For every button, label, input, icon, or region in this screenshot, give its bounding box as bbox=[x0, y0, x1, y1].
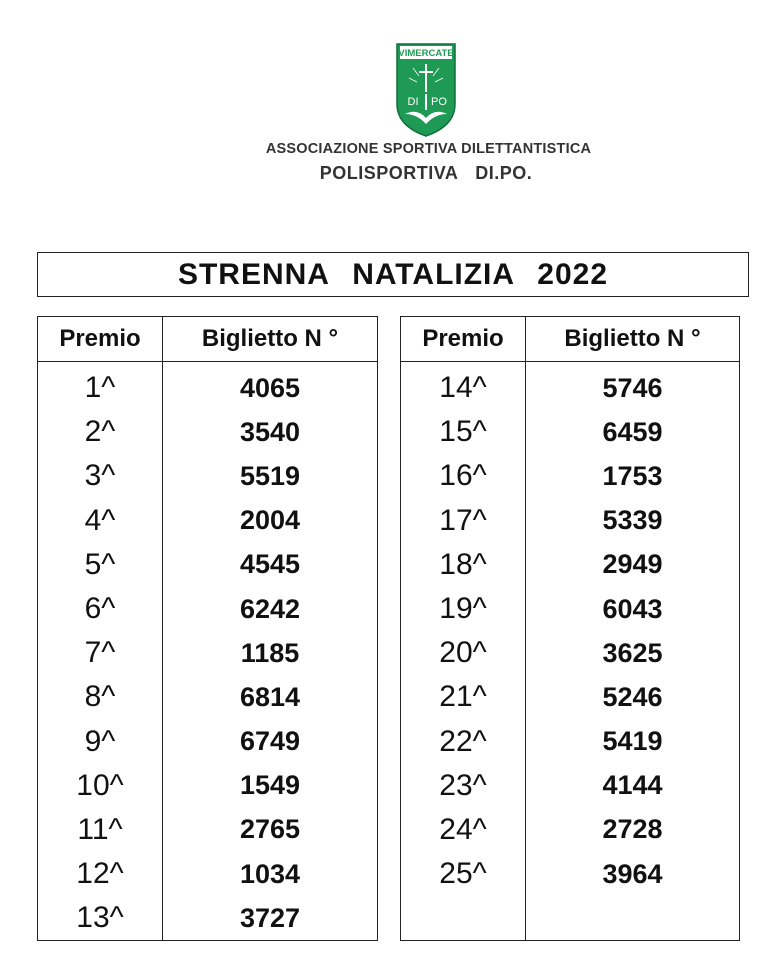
prize-rank: 7^ bbox=[38, 631, 163, 675]
prize-rank: 18^ bbox=[401, 543, 526, 587]
prize-rank: 9^ bbox=[38, 720, 163, 764]
table-row bbox=[38, 720, 378, 764]
ticket-number: 1185 bbox=[163, 631, 378, 675]
table-row bbox=[401, 808, 740, 852]
prize-rank: 21^ bbox=[401, 675, 526, 719]
table-row bbox=[401, 631, 740, 675]
ticket-number: 4144 bbox=[526, 764, 740, 808]
column-header-ticket: Biglietto N ° bbox=[163, 317, 378, 362]
prize-rank: 15^ bbox=[401, 410, 526, 454]
table-row bbox=[401, 543, 740, 587]
table-row bbox=[38, 675, 378, 719]
table-row bbox=[401, 764, 740, 808]
club-logo bbox=[395, 42, 457, 138]
document-title: STRENNA NATALIZIA 2022 bbox=[37, 252, 749, 297]
column-header-ticket: Biglietto N ° bbox=[526, 317, 740, 362]
ticket-number: 2949 bbox=[526, 543, 740, 587]
ticket-number: 2004 bbox=[163, 499, 378, 543]
ticket-number: 6242 bbox=[163, 587, 378, 631]
ticket-number: 1549 bbox=[163, 764, 378, 808]
logo-text-po: PO bbox=[431, 96, 447, 108]
ticket-number: 6749 bbox=[163, 720, 378, 764]
logo-text-di: DI bbox=[407, 96, 419, 108]
ticket-number: 5246 bbox=[526, 675, 740, 719]
prize-rank: 16^ bbox=[401, 454, 526, 498]
ticket-number: 5419 bbox=[526, 720, 740, 764]
prize-rank: 22^ bbox=[401, 720, 526, 764]
prize-rank: 2^ bbox=[38, 410, 163, 454]
table-row bbox=[38, 454, 378, 498]
prize-table-right bbox=[400, 316, 740, 941]
org-line-1: ASSOCIAZIONE SPORTIVA DILETTANTISTICA bbox=[265, 141, 592, 157]
table-row bbox=[38, 764, 378, 808]
ticket-number: 5339 bbox=[526, 499, 740, 543]
logo-text-top: VIMERCATE bbox=[398, 48, 454, 59]
ticket-number: 2728 bbox=[526, 808, 740, 852]
ticket-number: 3727 bbox=[163, 896, 378, 941]
prize-rank: 23^ bbox=[401, 764, 526, 808]
table-row bbox=[38, 410, 378, 454]
table-row bbox=[38, 587, 378, 631]
prize-rank: 1^ bbox=[38, 366, 163, 410]
prize-rank: 3^ bbox=[38, 454, 163, 498]
table-row bbox=[401, 410, 740, 454]
table-row bbox=[38, 543, 378, 587]
prize-rank: 13^ bbox=[38, 896, 163, 941]
ticket-number: 5519 bbox=[163, 454, 378, 498]
column-header-prize: Premio bbox=[38, 317, 163, 362]
table-row bbox=[401, 366, 740, 410]
prize-rank: 14^ bbox=[401, 366, 526, 410]
table-row bbox=[401, 720, 740, 764]
ticket-number: 6814 bbox=[163, 675, 378, 719]
org-line-2: POLISPORTIVA DI.PO. bbox=[319, 163, 533, 183]
table-row bbox=[401, 499, 740, 543]
ticket-number: 1034 bbox=[163, 852, 378, 896]
ticket-number: 1753 bbox=[526, 454, 740, 498]
table-row bbox=[38, 896, 378, 941]
prize-rank: 17^ bbox=[401, 499, 526, 543]
prize-rank: 5^ bbox=[38, 543, 163, 587]
ticket-number: 4545 bbox=[163, 543, 378, 587]
prize-rank: 24^ bbox=[401, 808, 526, 852]
ticket-number: 5746 bbox=[526, 366, 740, 410]
prize-rank: 6^ bbox=[38, 587, 163, 631]
prize-rank: 11^ bbox=[38, 808, 163, 852]
ticket-number bbox=[526, 896, 740, 941]
prize-rank: 8^ bbox=[38, 675, 163, 719]
column-header-prize: Premio bbox=[401, 317, 526, 362]
prize-table-left bbox=[37, 316, 378, 941]
prize-rank: 19^ bbox=[401, 587, 526, 631]
prize-rank: 4^ bbox=[38, 499, 163, 543]
prize-rank: 12^ bbox=[38, 852, 163, 896]
ticket-number: 3964 bbox=[526, 852, 740, 896]
ticket-number: 4065 bbox=[163, 366, 378, 410]
table-row bbox=[401, 896, 740, 941]
ticket-number: 3625 bbox=[526, 631, 740, 675]
table-row bbox=[401, 454, 740, 498]
prize-rank: 25^ bbox=[401, 852, 526, 896]
ticket-number: 3540 bbox=[163, 410, 378, 454]
table-row bbox=[38, 499, 378, 543]
prize-rank: 10^ bbox=[38, 764, 163, 808]
table-row bbox=[38, 366, 378, 410]
ticket-number: 6459 bbox=[526, 410, 740, 454]
table-row bbox=[401, 675, 740, 719]
ticket-number: 2765 bbox=[163, 808, 378, 852]
ticket-number: 6043 bbox=[526, 587, 740, 631]
table-row bbox=[401, 852, 740, 896]
table-row bbox=[401, 587, 740, 631]
table-row bbox=[38, 852, 378, 896]
table-row bbox=[38, 631, 378, 675]
prize-rank: 20^ bbox=[401, 631, 526, 675]
table-row bbox=[38, 808, 378, 852]
prize-rank bbox=[401, 896, 526, 941]
